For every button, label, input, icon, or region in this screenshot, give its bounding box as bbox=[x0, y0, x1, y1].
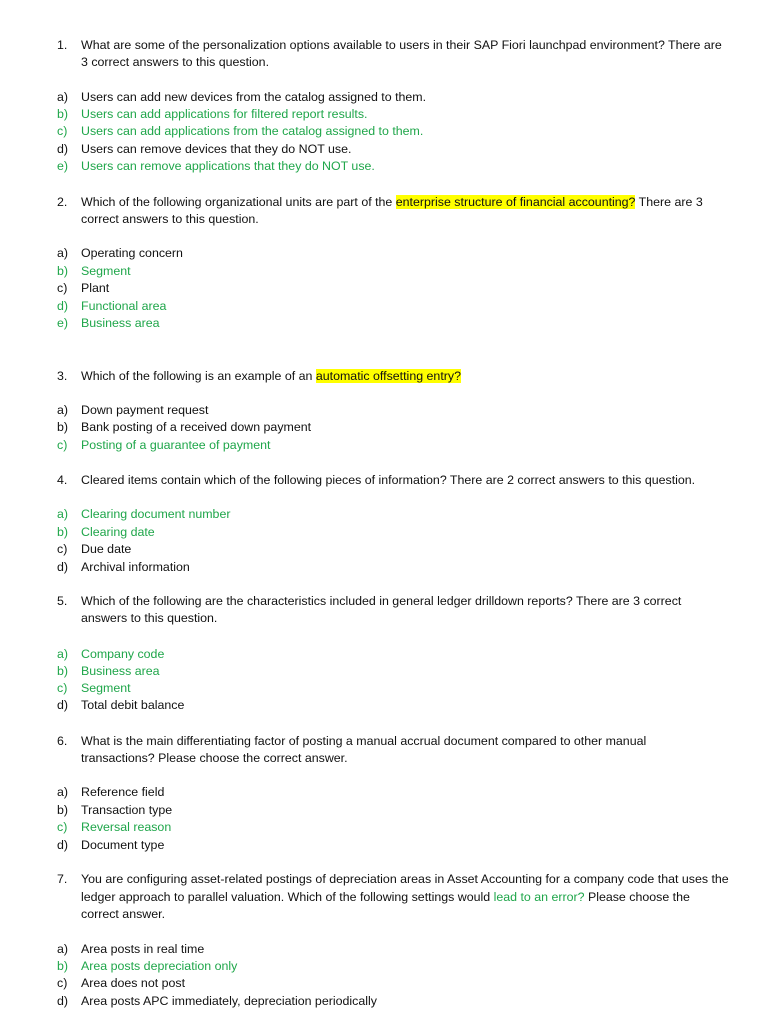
question-text: Which of the following is an example of an automatic offsetting entry? bbox=[81, 369, 461, 383]
option-text: Due date bbox=[81, 542, 132, 556]
option-text: Company code bbox=[81, 647, 165, 661]
green-text: lead to an error? bbox=[493, 890, 585, 904]
question-text: answers to this question. bbox=[81, 611, 218, 625]
option-text: Reference field bbox=[81, 785, 165, 799]
option-text: Users can remove devices that they do NOT use. bbox=[81, 142, 352, 156]
option-text: Segment bbox=[81, 681, 131, 695]
highlighted-text: enterprise structure of financial accounting? bbox=[395, 195, 636, 209]
option-text: Business area bbox=[81, 316, 160, 330]
question-text: transactions? Please choose the correct answer. bbox=[81, 751, 348, 765]
question-text: ledger approach to parallel valuation. Which of the following settings would lead to an error? Please choose the bbox=[81, 890, 690, 904]
question-number: 4. bbox=[57, 473, 68, 487]
highlighted-text: automatic offsetting entry? bbox=[315, 369, 461, 383]
question-number: 2. bbox=[57, 195, 68, 209]
option-text: Functional area bbox=[81, 299, 167, 313]
option-text: Operating concern bbox=[81, 246, 183, 260]
option-text: Area posts depreciation only bbox=[81, 959, 238, 973]
option-text: Clearing document number bbox=[81, 507, 231, 521]
question-number: 5. bbox=[57, 594, 68, 608]
question-number: 7. bbox=[57, 872, 68, 886]
option-text: Business area bbox=[81, 664, 160, 678]
option-text: Down payment request bbox=[81, 403, 209, 417]
question-text: You are configuring asset-related postings of depreciation areas in Asset Accounting for a company code that uses the bbox=[81, 872, 729, 886]
option-text: Bank posting of a received down payment bbox=[81, 420, 312, 434]
option-text: Archival information bbox=[81, 560, 190, 574]
option-text: Users can add applications from the catalog assigned to them. bbox=[81, 124, 424, 138]
question-text: correct answer. bbox=[81, 907, 166, 921]
option-text: Reversal reason bbox=[81, 820, 172, 834]
option-text: Transaction type bbox=[81, 803, 173, 817]
question-number: 6. bbox=[57, 734, 68, 748]
option-text: Users can add new devices from the catalog assigned to them. bbox=[81, 90, 427, 104]
option-text: Area posts in real time bbox=[81, 942, 205, 956]
question-text: Which of the following are the characteristics included in general ledger drilldown reports? There are 3 correct bbox=[81, 594, 682, 608]
question-text: Which of the following organizational units are part of the enterprise structure of financial accounting? There are 3 bbox=[81, 195, 703, 209]
question-text: correct answers to this question. bbox=[81, 212, 259, 226]
question-number: 1. bbox=[57, 38, 68, 52]
question-text: 3 correct answers to this question. bbox=[81, 55, 270, 69]
question-text: Cleared items contain which of the following pieces of information? There are 2 correct answers to this question. bbox=[81, 473, 696, 487]
option-text: Area does not post bbox=[81, 976, 186, 990]
question-text: What is the main differentiating factor of posting a manual accrual document compared to other manual bbox=[81, 734, 647, 748]
option-text: Area posts APC immediately, depreciation periodically bbox=[81, 994, 377, 1008]
option-text: Posting of a guarantee of payment bbox=[81, 438, 271, 452]
question-text: What are some of the personalization options available to users in their SAP Fiori launchpad environment? There are bbox=[81, 38, 722, 52]
option-text: Total debit balance bbox=[81, 698, 185, 712]
option-text: Clearing date bbox=[81, 525, 155, 539]
option-text: Users can add applications for filtered report results. bbox=[81, 107, 368, 121]
option-text: Users can remove applications that they do NOT use. bbox=[81, 159, 375, 173]
document-page: 1. What are some of the personalization options available to users in their SAP Fiori launchpad environment? There are 3 correct answers to this question. a) Users can add new devices from the catalog assigned to them. b) Users can add applications for filtered report results. c) Users can add applications from the catalog assigned to them. d) Users can remove devices that they do NOT use. e) Users can remove applications that they do NOT use. 2. Which of the following organizational units are part of the enterprise structure of financial accounting? There are 3 correct answers to this question. a) Operating concern b) Segment c) Plant d) Functional area e) Business area 3. Which of the following is an example of an automatic offsetting entry? a) Down payment request b) Bank posting of a received down payment c) Posting of a guarantee of payment 4. Cleared items contain which of the following pieces of information? There are 2 correct answers to this question. a) Clearing document number b) Clearing date c) Due date d) Archival information 5. Which of the following are the characteristics included in general ledger drilldown reports? There are 3 correct answers to this question. a) Company code b) Business area c) Segment d) Total debit balance 6. What is the main differentiating factor of posting a manual accrual document compared to other manual transactions? Please choose the correct answer. a) Reference field b) Transaction type c) Reversal reason d) Document type 7. You are configuring asset-related postings of depreciation areas in Asset Accounting for a company code that uses the ledger approach to parallel valuation. Which of the following settings would lead to an error? Please choose the correct answer. a) Area posts in real time b) Area posts depreciation only c) Area does not post d) Area posts APC immediately, depreciation periodically bbox=[0, 0, 768, 1024]
option-text: Segment bbox=[81, 264, 131, 278]
option-text: Document type bbox=[81, 838, 165, 852]
option-text: Plant bbox=[81, 281, 110, 295]
question-number: 3. bbox=[57, 369, 68, 383]
